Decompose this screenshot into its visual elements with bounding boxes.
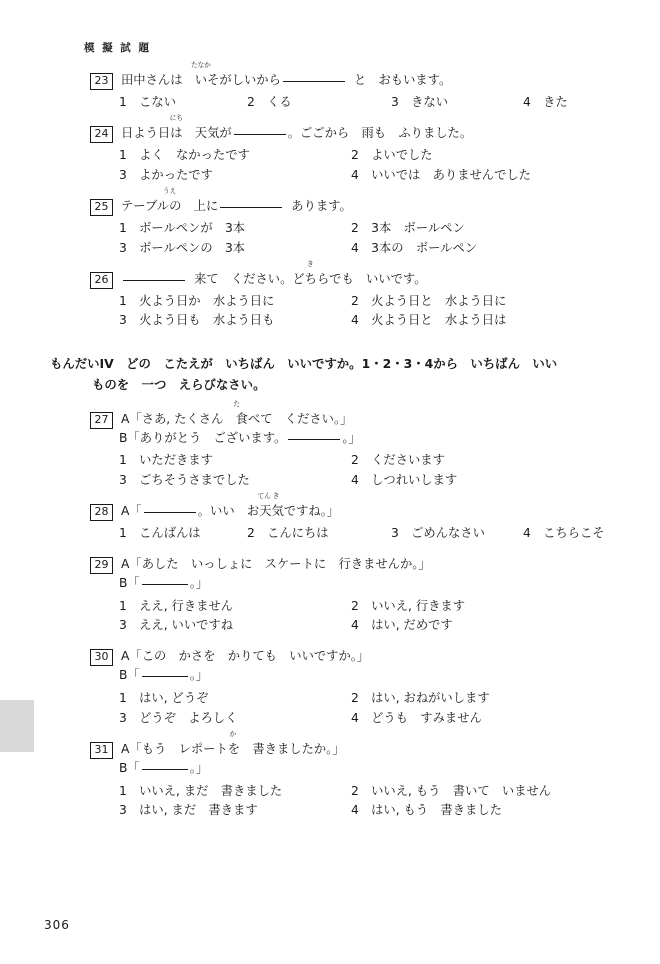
stem-text	[121, 61, 616, 89]
choice-2[interactable]: 2 くださいます	[351, 453, 445, 468]
question-25	[90, 186, 616, 259]
answer-blank	[123, 280, 185, 281]
choice-4[interactable]: 4 火よう日と 水よう日は	[351, 313, 507, 328]
question-stem	[90, 61, 616, 90]
question-31	[90, 729, 616, 821]
choice-row	[119, 689, 616, 709]
instruction-line-1: もんだいIV どの こたえが いちばん いいですか。1・2・3・4から いちばん いい	[50, 356, 558, 372]
answer-blank	[142, 584, 188, 585]
choices	[119, 93, 616, 113]
question-23	[90, 61, 616, 113]
stem-pre: テーブルの 上に	[121, 198, 219, 213]
choice-1[interactable]: 1 はい, どうぞ	[119, 691, 209, 706]
page-edge-tab	[0, 700, 34, 752]
dialog-a-post: 。いい お天気ですね。」	[197, 503, 340, 518]
choices	[119, 689, 616, 729]
question-number: 30	[90, 649, 113, 666]
dialog-a: A「もう レポートを 書きましたか。」	[121, 741, 345, 756]
question-24	[90, 113, 616, 186]
ruby-text: たなか	[191, 61, 211, 69]
choice-4[interactable]: 4 3本の ボールペン	[351, 240, 478, 255]
ruby-text: にち	[169, 113, 183, 122]
dialog-b-post: 。」	[189, 668, 209, 683]
question-stem	[90, 186, 616, 216]
ruby-group	[194, 259, 427, 288]
answer-blank	[220, 207, 282, 208]
question-stem	[90, 729, 616, 759]
answer-blank	[234, 134, 286, 135]
question-number: 25	[90, 199, 113, 216]
question-number: 24	[90, 126, 113, 143]
stem-text	[121, 729, 616, 758]
dialog-b-pre: B「	[119, 760, 140, 775]
ruby-group	[197, 491, 340, 520]
choice-row	[119, 709, 616, 729]
choice-2[interactable]: 2 3本 ボールペン	[351, 220, 465, 235]
choice-3[interactable]: 3 ごめんなさい	[391, 525, 485, 540]
choice-row	[119, 782, 616, 802]
stem-text	[121, 647, 616, 665]
ruby-group	[121, 186, 219, 215]
question-stem	[90, 259, 616, 289]
choice-2[interactable]: 2 よいでした	[351, 147, 433, 162]
answer-blank	[142, 676, 188, 677]
stem-post: と おもいます。	[353, 73, 452, 87]
answer-blank	[283, 81, 345, 82]
dialog-a: A「あした いっしょに スケートに 行きませんか。」	[121, 556, 431, 571]
question-stem	[90, 491, 616, 521]
ruby-text: か	[229, 729, 237, 738]
answer-blank	[142, 769, 188, 770]
page-header: 模 擬 試 題	[84, 42, 151, 54]
question-27	[90, 399, 616, 491]
dialog-b-pre: B「ありがとう ございます。	[119, 430, 287, 445]
choice-1[interactable]: 1 ええ, 行きません	[119, 598, 234, 613]
choice-4[interactable]: 4 どうも すみません	[351, 710, 482, 725]
questions-container-2	[90, 399, 616, 822]
choice-2[interactable]: 2 火よう日と 水よう日に	[351, 293, 507, 308]
ruby-group	[121, 113, 232, 142]
dialog-a: A「さあ, たくさん 食べて ください。」	[121, 411, 353, 426]
dialog-b-pre: B「	[119, 575, 140, 590]
choices	[119, 292, 616, 332]
choice-row	[119, 451, 616, 471]
choice-4[interactable]: 4 しつれいします	[351, 473, 458, 488]
questions-container	[90, 61, 616, 331]
choice-row	[119, 239, 616, 259]
ruby-text: てん き	[257, 491, 280, 500]
choice-3[interactable]: 3 ボールペンの 3本	[119, 240, 246, 255]
stem-post: 。ごごから 雨も ふりました。	[287, 125, 473, 140]
dialog-b-post: 。」	[342, 430, 361, 445]
choice-row	[119, 292, 616, 312]
choice-4[interactable]: 4 はい, だめです	[351, 618, 453, 633]
stem-post: あります。	[291, 198, 352, 213]
choice-4[interactable]: 4 いいでは ありませんでした	[351, 167, 531, 182]
choice-2[interactable]: 2 こんにちは	[247, 525, 329, 540]
choice-3[interactable]: 3 きない	[391, 95, 449, 109]
choice-1[interactable]: 1 いただきます	[119, 453, 213, 468]
choices	[119, 219, 616, 259]
question-stem	[90, 399, 616, 429]
choice-row	[119, 616, 616, 636]
dialog-a-pre: A「	[121, 503, 142, 518]
choice-row	[119, 597, 616, 617]
choice-3[interactable]: 3 よかったです	[119, 167, 213, 182]
question-number: 27	[90, 412, 113, 429]
choice-3[interactable]: 3 ごちそうさまでした	[119, 473, 250, 488]
question-number: 26	[90, 272, 113, 289]
section-instruction	[50, 353, 616, 395]
stem-text	[121, 399, 616, 428]
stem-text	[121, 113, 616, 142]
stem-text	[121, 186, 616, 215]
choice-1[interactable]: 1 ボールペンが 3本	[119, 220, 246, 235]
choice-3[interactable]: 3 ええ, いいですね	[119, 618, 234, 633]
choice-row	[119, 524, 616, 544]
choice-3[interactable]: 3 はい, まだ 書きます	[119, 803, 258, 818]
answer-blank	[288, 439, 340, 440]
ruby-group	[121, 729, 345, 758]
question-stem	[90, 113, 616, 143]
choice-4[interactable]: 4 こちらこそ	[523, 525, 605, 540]
choices	[119, 782, 616, 822]
ruby-text: き	[306, 259, 314, 268]
instruction-line-2: ものを 一つ えらびなさい。	[92, 377, 266, 393]
choice-2[interactable]: 2 はい, おねがいします	[351, 691, 490, 706]
stem-text	[121, 555, 616, 573]
answer-blank	[144, 512, 196, 513]
dialog-a: A「この かさを かりても いいですか。」	[121, 649, 370, 664]
stem-text	[121, 259, 616, 288]
stem-pre: 日よう日は 天気が	[121, 125, 232, 140]
choice-2[interactable]: 2 いいえ, 行きます	[351, 598, 466, 613]
stem-text	[121, 491, 616, 520]
choice-1[interactable]: 1 こんばんは	[119, 525, 201, 540]
choice-row	[119, 471, 616, 491]
dialog-b	[119, 574, 616, 594]
question-number: 23	[90, 73, 113, 90]
choice-2[interactable]: 2 くる	[247, 95, 292, 109]
choice-4[interactable]: 4 きた	[523, 95, 568, 109]
choices	[119, 451, 616, 491]
stem-pre: 田中さんは いそがしいから	[121, 73, 281, 87]
choice-row	[119, 801, 616, 821]
question-30	[90, 647, 616, 728]
question-stem	[90, 555, 616, 574]
dialog-b	[119, 666, 616, 686]
page-number: 306	[44, 918, 70, 932]
choice-row	[119, 219, 616, 239]
choice-1[interactable]: 1 よく なかったです	[119, 147, 250, 162]
choice-1[interactable]: 1 いいえ, まだ 書きました	[119, 783, 283, 798]
choice-1[interactable]: 1 こない	[119, 95, 177, 109]
question-number: 29	[90, 557, 113, 574]
ruby-group	[121, 399, 353, 428]
choice-row	[119, 93, 616, 113]
question-stem	[90, 647, 616, 666]
ruby-text: うえ	[163, 186, 177, 195]
stem-post: 来て ください。どちらでも いいです。	[194, 271, 427, 286]
question-number: 31	[90, 742, 113, 759]
question-26	[90, 259, 616, 332]
dialog-b-post: 。」	[189, 760, 209, 775]
choice-3[interactable]: 3 火よう日も 水よう日も	[119, 313, 275, 328]
question-29	[90, 555, 616, 636]
choice-1[interactable]: 1 火よう日か 水よう日に	[119, 293, 275, 308]
choice-row	[119, 311, 616, 331]
question-28	[90, 491, 616, 544]
ruby-group	[121, 61, 281, 89]
choice-3[interactable]: 3 どうぞ よろしく	[119, 710, 238, 725]
choice-2[interactable]: 2 いいえ, もう 書いて いません	[351, 783, 552, 798]
dialog-b-post: 。」	[189, 575, 209, 590]
choice-row	[119, 146, 616, 166]
dialog-b-pre: B「	[119, 668, 140, 683]
choices	[119, 146, 616, 186]
choice-4[interactable]: 4 はい, もう 書きました	[351, 803, 502, 818]
ruby-text: た	[233, 399, 241, 408]
choices	[119, 524, 616, 544]
question-number: 28	[90, 504, 113, 521]
dialog-b	[119, 429, 616, 449]
choice-row	[119, 166, 616, 186]
choices	[119, 597, 616, 637]
dialog-b	[119, 759, 616, 779]
